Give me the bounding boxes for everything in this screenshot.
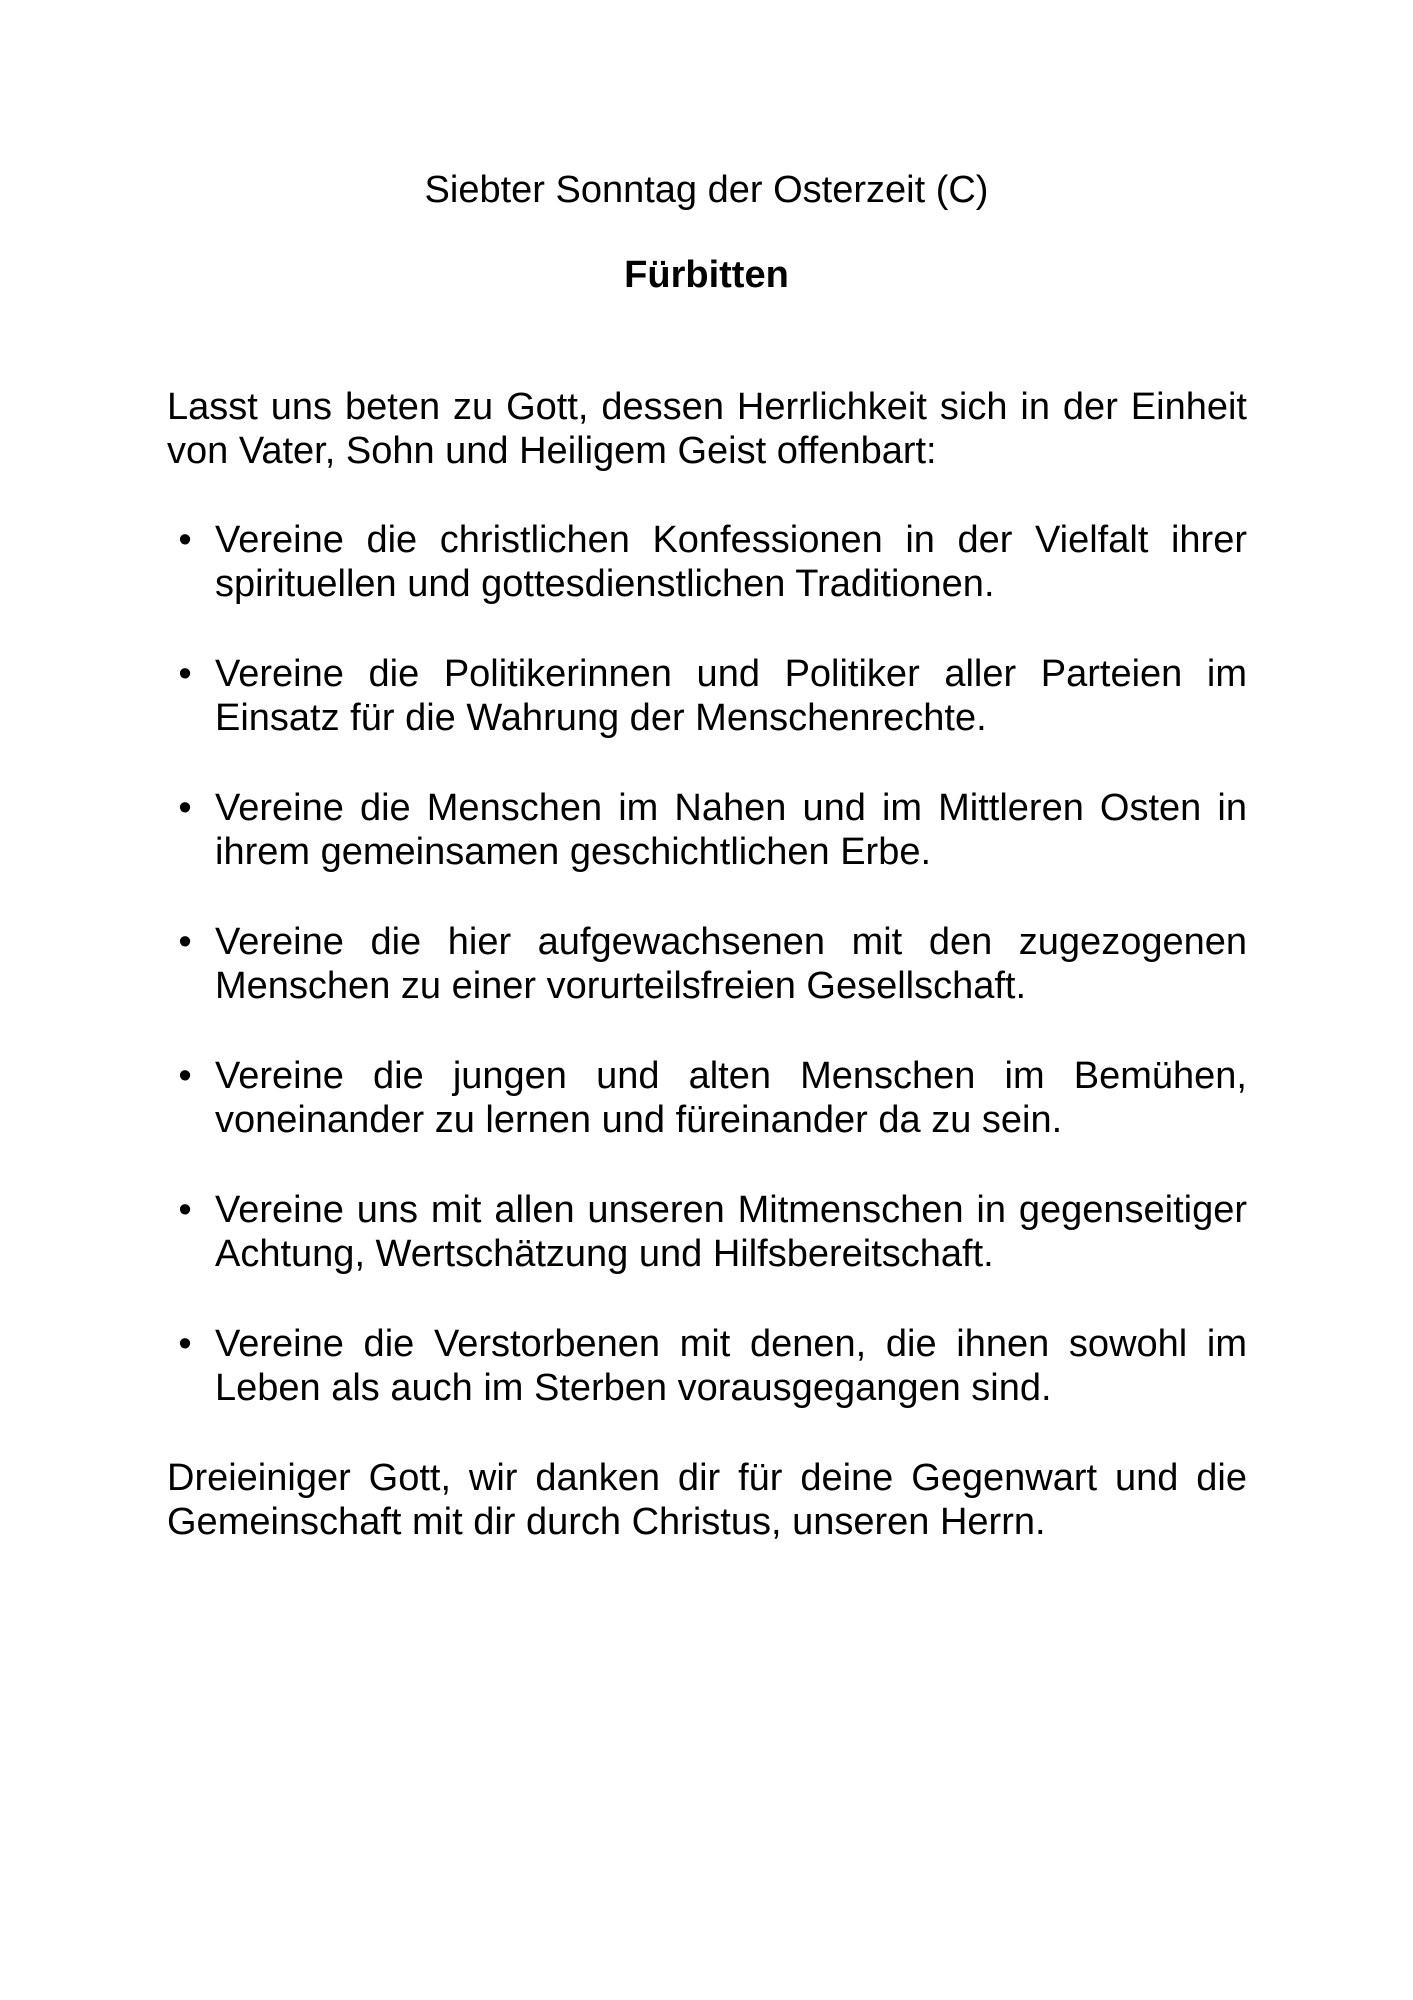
petition-text: Vereine uns mit allen unseren Mitmenschen in gegenseitiger Achtung, Wertschätzung und Hilfsbereitschaft. bbox=[215, 1189, 1247, 1275]
petition-item bbox=[167, 1188, 1247, 1276]
petition-text: Vereine die jungen und alten Menschen im Bemühen, voneinander zu lernen und füreinander da zu sein. bbox=[215, 1055, 1247, 1141]
petition-text: Vereine die christlichen Konfessionen in der Vielfalt ihrer spirituellen und gottesdienstlichen Traditionen. bbox=[215, 519, 1247, 605]
petition-item bbox=[167, 652, 1247, 740]
document-title: Fürbitten bbox=[624, 254, 789, 296]
petition-item bbox=[167, 518, 1247, 606]
petition-list bbox=[167, 518, 1247, 1410]
petition-text: Vereine die Menschen im Nahen und im Mittleren Osten in ihrem gemeinsamen geschichtlichen Erbe. bbox=[215, 787, 1247, 873]
petition-text: Vereine die Politikerinnen und Politiker aller Parteien im Einsatz für die Wahrung der Menschenrechte. bbox=[215, 653, 1247, 739]
closing-paragraph: Dreieiniger Gott, wir danken dir für deine Gegenwart und die Gemeinschaft mit dir durch Christus, unseren Herrn. bbox=[167, 1457, 1247, 1543]
bullet-icon: • bbox=[178, 1323, 192, 1365]
document-subtitle: Siebter Sonntag der Osterzeit (C) bbox=[424, 169, 989, 211]
bullet-icon: • bbox=[178, 787, 192, 829]
bullet-icon: • bbox=[178, 519, 192, 561]
bullet-icon: • bbox=[178, 653, 192, 695]
petition-text: Vereine die hier aufgewachsenen mit den zugezogenen Menschen zu einer vorurteilsfreien Gesellschaft. bbox=[215, 921, 1247, 1007]
petition-item bbox=[167, 1322, 1247, 1410]
document-body bbox=[167, 385, 1247, 1544]
petition-text: Vereine die Verstorbenen mit denen, die ihnen sowohl im Leben als auch im Sterben vorausgegangen sind. bbox=[215, 1323, 1247, 1409]
bullet-icon: • bbox=[178, 921, 192, 963]
petition-item bbox=[167, 1054, 1247, 1142]
bullet-icon: • bbox=[178, 1055, 192, 1097]
petition-item bbox=[167, 920, 1247, 1008]
bullet-icon: • bbox=[178, 1189, 192, 1231]
intro-paragraph: Lasst uns beten zu Gott, dessen Herrlichkeit sich in der Einheit von Vater, Sohn und Heiligem Geist offenbart: bbox=[167, 386, 1247, 472]
petition-item bbox=[167, 786, 1247, 874]
